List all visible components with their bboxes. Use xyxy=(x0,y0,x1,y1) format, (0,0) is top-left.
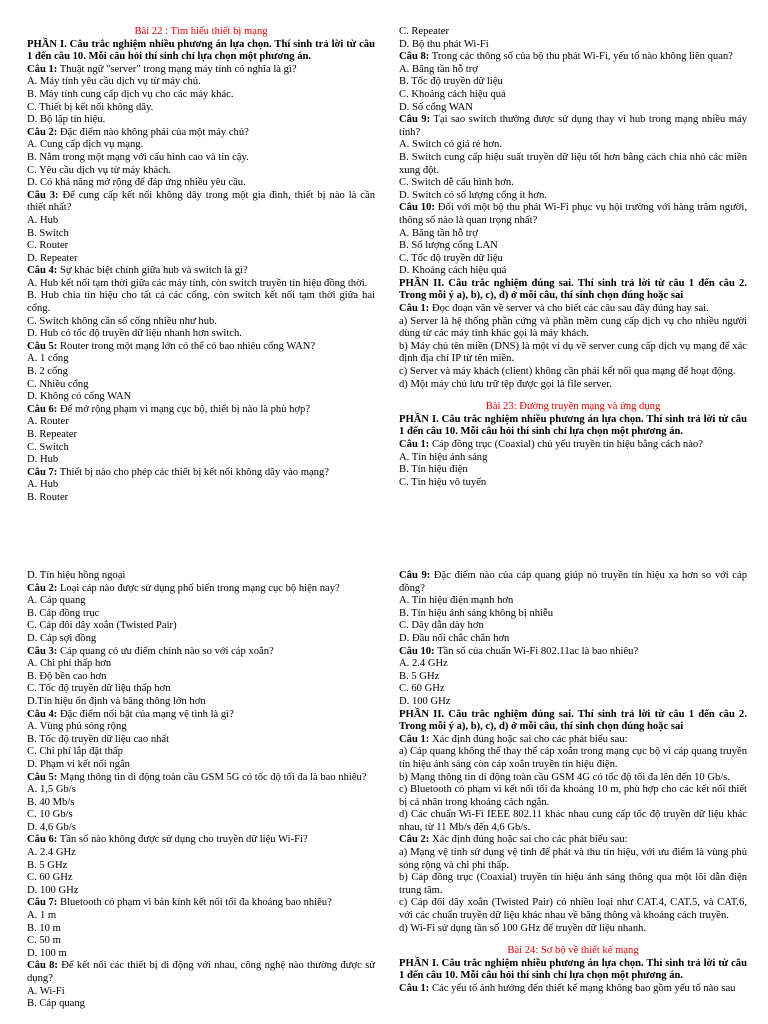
part-heading: PHẦN I. Câu trắc nghiệm nhiều phương án lựa chọn. Thí sinh trả lời từ câu 1 đến câu 10. Mỗi câu hỏi thí sinh chỉ lựa chọn một phương án. xyxy=(399,957,747,982)
answer-option: d) Wi-Fi sử dụng tần số 100 GHz để truyền dữ liệu nhanh. xyxy=(399,922,647,934)
answer-option: A. 1 m xyxy=(27,910,57,922)
answer-option: B. Router xyxy=(27,491,69,503)
answer-option: b) Cáp đồng trục (Coaxial) truyền tín hiệu ánh sáng thông qua một lõi dẫn điện trung tâm. xyxy=(399,872,747,896)
answer-option: B. Switch xyxy=(27,227,69,239)
answer-option: C. Switch dễ cấu hình hơn. xyxy=(399,177,514,189)
answer-option: B. 5 GHz xyxy=(27,859,68,871)
answer-option: b) Máy chủ tên miền (DNS) là một ví dụ về server cung cấp dịch vụ mạng để xác định địa chỉ IP từ tên miền. xyxy=(399,340,747,365)
answer-option: B. Tốc độ truyền dữ liệu cao nhất xyxy=(27,733,170,745)
question-text: Mạng thông tin di động toàn cầu GSM 5G có tốc độ tối đa là bao nhiêu? xyxy=(57,771,367,783)
answer-option: D. 100 GHz xyxy=(399,695,451,707)
question-text: Đọc đoạn văn về server và cho biết các câu sau đây đúng hay sai. xyxy=(429,303,709,315)
answer-option: D. Hub xyxy=(27,454,59,466)
column-bottom-right xyxy=(399,570,747,996)
question-number: Câu 4: xyxy=(27,708,58,720)
answer-option: A. Băng tần hỗ trợ xyxy=(399,227,478,239)
answer-option: D. 100 GHz xyxy=(27,884,79,896)
answer-option: C. Khoảng cách hiệu quả xyxy=(399,88,506,100)
question-text: Đặc điểm nổi bật của mạng vệ tinh là gì? xyxy=(57,708,234,720)
answer-option: D. Không có cổng WAN xyxy=(27,391,132,403)
question xyxy=(399,570,747,595)
answer-option: a) Cáp quang không thể thay thế cáp xoắn trong mạng cục bộ vì cáp quang truyền tín hiệu ánh sáng còn cáp xoắn truyền tín hiệu điện. xyxy=(399,746,747,770)
question xyxy=(27,404,375,417)
question xyxy=(27,834,375,847)
answer-option: d) Một máy chủ lưu trữ tệp được gọi là file server. xyxy=(399,378,612,390)
question xyxy=(27,646,375,659)
question xyxy=(27,772,375,785)
section-title: Bài 23: Đường truyền mạng và ứng dụng xyxy=(485,401,661,413)
question-text: Thiết bị nào cho phép các thiết bị kết nối không dây vào mạng? xyxy=(57,466,329,478)
answer-option: A. Hub xyxy=(27,479,59,491)
part-heading: PHẦN II. Câu trắc nghiệm đúng sai. Thí sinh trả lời từ câu 1 đến câu 2. Trong mỗi ý a), b), c), d) ở mỗi câu, thí sinh chọn đúng hoặc sai xyxy=(399,277,747,302)
question xyxy=(27,265,375,278)
answer-option: d) Các chuẩn Wi-Fi IEEE 802.11 khác nhau cung cấp tốc độ truyền dữ liệu khác nhau, từ 11 Mb/s đến 4,6 Gb/s. xyxy=(399,809,747,833)
column-top-left xyxy=(27,26,375,505)
answer-option: c) Bluetooth có phạm vi kết nối tối đa khoảng 10 m, phù hợp cho các kết nối thiết bị cá nhân trong khoảng cách ngắn. xyxy=(399,784,747,808)
answer-option: c) Server và máy khách (client) không cần phải kết nối qua mạng để hoạt động. xyxy=(399,366,736,378)
question-number: Câu 3: xyxy=(27,645,58,657)
answer-option: A. Máy tính yêu cầu dịch vụ từ máy chủ. xyxy=(27,76,201,88)
question-number: Câu 1: xyxy=(399,439,430,450)
column-bottom-left xyxy=(27,570,375,1011)
answer-option: A. Router xyxy=(27,416,69,428)
answer-option: C. 50 m xyxy=(27,935,61,947)
answer-option: D. Số cổng WAN xyxy=(399,101,473,113)
answer-option: C. Switch xyxy=(27,441,69,453)
question-number: Câu 1: xyxy=(399,733,430,745)
question-number: Câu 1: xyxy=(399,983,430,994)
question xyxy=(399,51,747,64)
question-text: Cáp quang có ưu điểm chính nào so với cáp xoắn? xyxy=(57,645,274,657)
answer-option: C. Dây dẫn dày hơn xyxy=(399,620,484,632)
answer-option: c) Cáp đôi dây xoắn (Twisted Pair) có nhiều loại như CAT.4, CAT.5, và CAT.6, với các chuẩn truyền dữ liệu khác nhau về băng thông và khoảng cách truyền. xyxy=(399,897,747,922)
answer-option: C. Cáp đôi dây xoắn (Twisted Pair) xyxy=(27,620,177,632)
answer-option: A. Tín hiệu điện mạnh hơn xyxy=(399,595,514,607)
question-text: Tần số của chuẩn Wi-Fi 802.11ac là bao nhiêu? xyxy=(434,645,639,657)
answer-option: D. Switch có số lượng cổng ít hơn. xyxy=(399,189,547,201)
question-number: Câu 6: xyxy=(27,834,58,846)
question-number: Câu 4: xyxy=(27,265,58,277)
question-text: Đối với một bộ thu phát Wi-Fi phục vụ hội trường với hàng trăm người, thông số nào là quan trọng nhất? xyxy=(399,202,748,226)
answer-option: C. Repeater xyxy=(399,26,450,37)
answer-option: C. Chi phí lắp đặt thấp xyxy=(27,746,123,758)
question-text: Thuật ngữ "server" trong mạng máy tính có nghĩa là gì? xyxy=(57,63,297,75)
question-text: Để mở rộng phạm vi mạng cục bộ, thiết bị nào là phù hợp? xyxy=(57,403,311,415)
answer-option: A. Cung cấp dịch vụ mạng. xyxy=(27,139,144,151)
question xyxy=(399,439,747,452)
question-text: Cáp đồng trục (Coaxial) chủ yếu truyền tín hiệu bằng cách nào? xyxy=(429,439,703,450)
answer-option: D. Bộ thu phát Wi-Fi xyxy=(399,38,489,50)
question-text: Tần số nào không được sử dụng cho truyền dữ liệu Wi-Fi? xyxy=(57,834,308,846)
answer-option: B. Repeater xyxy=(27,429,78,440)
answer-option: B. Tín hiệu điện xyxy=(399,464,468,476)
answer-option: D. 4,6 Gb/s xyxy=(27,821,76,833)
question-text: Loại cáp nào được sử dụng phổ biến trong mạng cục bộ hiện nay? xyxy=(57,582,340,594)
part-heading: PHẦN I. Câu trắc nghiệm nhiều phương án lựa chọn. Thí sinh trả lời từ câu 1 đến câu 10. Mỗi câu hỏi thí sinh chỉ lựa chọn một phương án. xyxy=(27,38,375,63)
question-text: Xác định đúng hoặc sai cho các phát biểu sau: xyxy=(429,733,628,745)
answer-option: B. Số lượng cổng LAN xyxy=(399,240,498,252)
question xyxy=(399,303,747,316)
section-title: Bài 24: Sơ bộ về thiết kế mạng xyxy=(507,945,639,957)
question-number: Câu 2: xyxy=(27,126,58,138)
question xyxy=(399,114,747,139)
question-number: Câu 10: xyxy=(399,645,435,657)
question xyxy=(399,646,747,659)
question xyxy=(27,897,375,910)
question-number: Câu 1: xyxy=(399,303,430,315)
question-number: Câu 1: xyxy=(27,63,58,75)
answer-option: D. Hub có tốc độ truyền dữ liệu nhanh hơn switch. xyxy=(27,328,242,340)
answer-option: a) Mạng vệ tinh sử dụng vệ tinh để phát và thu tín hiệu, với ưu điểm là vùng phủ sóng rộng và chi phí thấp. xyxy=(399,847,747,871)
answer-option: B. Cáp đồng trục xyxy=(27,607,100,619)
answer-option: D. Bộ lặp tín hiệu. xyxy=(27,114,106,126)
answer-option: B. Nằm trong một mạng với cấu hình cao và tin cậy. xyxy=(27,151,249,163)
answer-option: B. Tốc độ truyền dữ liệu xyxy=(399,76,503,88)
question-number: Câu 7: xyxy=(27,897,58,909)
answer-option: b) Mạng thông tin di động toàn cầu GSM 4G có tốc độ tối đa lên đến 10 Gb/s. xyxy=(399,771,731,783)
answer-option: A. Chi phí thấp hơn xyxy=(27,658,112,670)
answer-option: A. Hub xyxy=(27,214,59,226)
question xyxy=(27,960,375,985)
question-number: Câu 5: xyxy=(27,340,58,352)
question-number: Câu 8: xyxy=(27,960,58,972)
answer-option: C. Tốc độ truyền dữ liệu xyxy=(399,252,503,264)
question-number: Câu 6: xyxy=(27,403,58,415)
question-text: Đặc điểm nào không phải của một máy chủ? xyxy=(57,126,249,138)
question xyxy=(27,64,375,77)
question-number: Câu 2: xyxy=(399,834,430,846)
question xyxy=(27,341,375,354)
answer-option: B. 5 GHz xyxy=(399,670,440,682)
question-number: Câu 10: xyxy=(399,202,435,214)
question-text: Các yếu tố ảnh hưởng đến thiết kế mạng không bao gồm yếu tố nào sau xyxy=(429,983,736,994)
question-number: Câu 8: xyxy=(399,51,430,63)
question-text: Đặc điểm nào của cáp quang giúp nó truyền tín hiệu xa hơn so với cáp đồng? xyxy=(399,570,747,594)
question xyxy=(27,127,375,140)
question xyxy=(399,734,747,747)
question-text: Xác định đúng hoặc sai cho các phát biểu sau: xyxy=(429,834,628,846)
answer-option: C. Nhiều cổng xyxy=(27,378,89,390)
question xyxy=(399,834,747,847)
answer-option: B. Cáp quang xyxy=(27,998,85,1010)
question xyxy=(399,202,747,227)
question-number: Câu 2: xyxy=(27,582,58,594)
answer-option: A. Switch có giá rẻ hơn. xyxy=(399,139,502,151)
answer-option: D. Repeater xyxy=(27,252,78,264)
answer-option: B. 10 m xyxy=(27,922,61,934)
spacer xyxy=(399,935,747,945)
answer-option: A. Hub kết nối tạm thời giữa các máy tính, còn switch truyền tín hiệu đồng thời. xyxy=(27,277,368,289)
question xyxy=(399,983,747,996)
answer-option: a) Server là hệ thống phần cứng và phần mềm cung cấp dịch vụ cho nhiều người dùng từ các máy tính khác gọi là máy khách. xyxy=(399,315,747,340)
answer-option: D. Cáp sợi đồng xyxy=(27,632,97,644)
answer-option: C. 60 GHz xyxy=(399,683,445,695)
answer-option: C. Router xyxy=(27,240,69,252)
answer-option: D.Tín hiệu ổn định và băng thông lớn hơn xyxy=(27,695,206,707)
column-top-right xyxy=(399,26,747,489)
answer-option: A. 1,5 Gb/s xyxy=(27,784,76,796)
question xyxy=(27,709,375,722)
answer-option: A. Băng tần hỗ trợ xyxy=(399,63,478,75)
answer-option: B. Tín hiệu ánh sáng không bị nhiễu xyxy=(399,607,553,619)
question-text: Để kết nối các thiết bị di động với nhau, công nghệ nào thường được sử dụng? xyxy=(27,960,376,984)
answer-option: C. 60 GHz xyxy=(27,872,73,884)
part-heading: PHẦN I. Câu trắc nghiệm nhiều phương án lựa chọn. Thí sinh trả lời từ câu 1 đến câu 10. Mỗi câu hỏi thí sinh chỉ lựa chọn một phương án. xyxy=(399,413,747,438)
answer-option: C. Switch không cần số cổng nhiều như hub. xyxy=(27,315,217,327)
answer-option: B. Máy tính cung cấp dịch vụ cho các máy khác. xyxy=(27,88,234,100)
answer-option: C. Tốc độ truyền dữ liệu thấp hơn xyxy=(27,683,171,695)
question-number: Câu 3: xyxy=(27,189,59,201)
answer-option: A. Wi-Fi xyxy=(27,985,65,997)
question-number: Câu 5: xyxy=(27,771,58,783)
question-text: Tại sao switch thường được sử dụng thay vì hub trong mạng nhiều máy tính? xyxy=(399,114,748,138)
answer-option: B. 2 cổng xyxy=(27,366,68,378)
question-text: Trong các thông số của bộ thu phát Wi-Fi, yếu tố nào không liên quan? xyxy=(429,51,733,63)
question-number: Câu 9: xyxy=(399,570,431,581)
answer-option: C. Tín hiệu vô tuyến xyxy=(399,476,487,488)
answer-option: C. Thiết bị kết nối không dây. xyxy=(27,101,154,113)
answer-option: D. Đầu nối chắc chắn hơn xyxy=(399,632,510,644)
question xyxy=(27,467,375,480)
question-text: Router trong một mạng lớn có thể có bao nhiêu cổng WAN? xyxy=(57,340,316,352)
answer-option: B. Độ bền cao hơn xyxy=(27,670,107,682)
part-heading: PHẦN II. Câu trắc nghiệm đúng sai. Thí sinh trả lời từ câu 1 đến câu 2. Trong mỗi ý a), b), c), d) ở mỗi câu, thí sinh chọn đúng hoặc sai xyxy=(399,708,747,733)
answer-option: B. Hub chia tín hiệu cho tất cả các cổng, còn switch kết nối tạm thời giữa hai cổng. xyxy=(27,290,375,315)
answer-option: A. 2.4 GHz xyxy=(399,658,448,670)
answer-option: D. 100 m xyxy=(27,947,67,959)
answer-option: A. Cáp quang xyxy=(27,595,86,607)
question-number: Câu 9: xyxy=(399,114,431,126)
question xyxy=(27,190,375,215)
answer-option: D. Tín hiệu hồng ngoại xyxy=(27,570,126,581)
answer-option: A. 1 cổng xyxy=(27,353,69,365)
answer-option: C. Yêu cầu dịch vụ từ máy khách. xyxy=(27,164,171,176)
answer-option: D. Có khả năng mở rộng để đáp ứng nhiều yêu cầu. xyxy=(27,177,246,189)
spacer xyxy=(399,391,747,401)
answer-option: B. Switch cung cấp hiệu suất truyền dữ liệu tốt hơn bằng cách chia nhỏ các miền xung đột. xyxy=(399,151,747,176)
question-text: Bluetooth có phạm vi bán kính kết nối tối đa khoảng bao nhiêu? xyxy=(57,897,332,909)
question-text: Sự khác biệt chính giữa hub và switch là gì? xyxy=(57,265,248,277)
answer-option: B. 40 Mb/s xyxy=(27,796,75,808)
section-title: Bài 22 : Tìm hiểu thiết bị mạng xyxy=(134,26,268,37)
answer-option: D. Phạm vi kết nối ngắn xyxy=(27,758,130,770)
question-text: Để cung cấp kết nối không dây trong một gia đình, thiết bị nào là cần thiết nhất? xyxy=(27,189,375,214)
answer-option: D. Khoảng cách hiệu quả xyxy=(399,265,507,277)
question xyxy=(27,583,375,596)
question-number: Câu 7: xyxy=(27,466,58,478)
answer-option: A. Tín hiệu ánh sáng xyxy=(399,451,488,463)
answer-option: C. 10 Gb/s xyxy=(27,809,73,821)
answer-option: A. Vùng phủ sóng rộng xyxy=(27,721,127,733)
answer-option: A. 2.4 GHz xyxy=(27,847,76,859)
